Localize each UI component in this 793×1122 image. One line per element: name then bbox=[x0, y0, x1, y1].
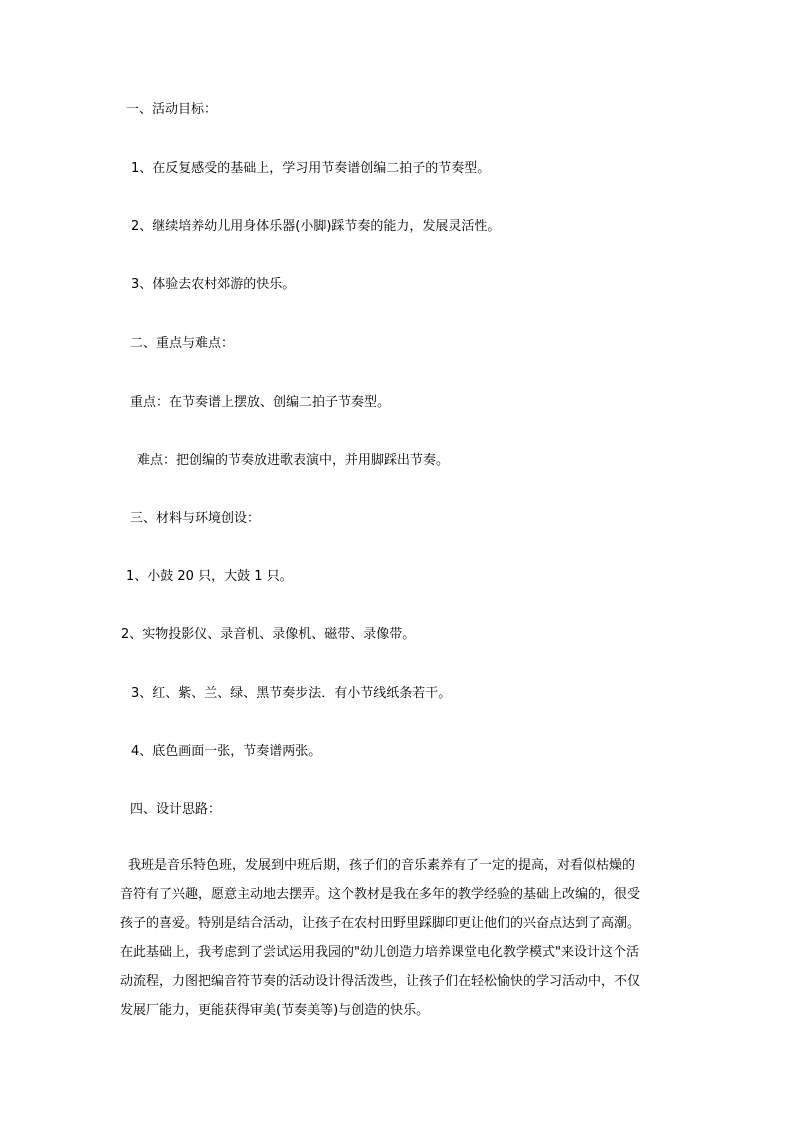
goal-item-3: 3、体验去农村郊游的快乐。 bbox=[131, 277, 296, 292]
paragraph-line: 发展厂能力，更能获得审美(节奏美等)与创造的快乐。 bbox=[120, 1003, 430, 1018]
design-paragraph bbox=[120, 851, 670, 1025]
paragraph-line: 在此基础上，我考虑到了尝试运用我园的"幼儿创造力培养课堂电化教学模式"来设计这个活 bbox=[120, 945, 639, 960]
paragraph-line: 动流程，力图把编音符节奏的活动设计得活泼些，让孩子们在轻松愉快的学习活动中，不仅 bbox=[120, 974, 641, 989]
paragraph-line: 音符有了兴趣，愿意主动地去摆弄。这个教材是我在多年的教学经验的基础上改编的，很受 bbox=[120, 887, 641, 902]
material-item-4: 4、底色画面一张，节奏谱两张。 bbox=[131, 744, 322, 759]
key-point-text: 重点：在节奏谱上摆放、创编二拍子节奏型。 bbox=[130, 395, 391, 410]
paragraph-line: 我班是音乐特色班，发展到中班后期，孩子们的音乐素养有了一定的提高，对看似枯燥的 bbox=[128, 858, 636, 873]
material-item-2: 2、实物投影仪、录音机、录像机、磁带、录像带。 bbox=[121, 627, 416, 642]
material-item-3: 3、红、紫、兰、绿、黑节奏步法．有小节线纸条若干。 bbox=[131, 686, 452, 701]
material-item-1: 1、小鼓 20 只，大鼓 1 只。 bbox=[126, 569, 293, 584]
section-heading-design: 四、设计思路： bbox=[130, 802, 222, 817]
difficulty-text: 难点：把创编的节奏放进歌表演中，并用脚踩出节奏。 bbox=[137, 453, 450, 468]
section-heading-focus: 二、重点与难点： bbox=[130, 336, 235, 351]
paragraph-line: 孩子的喜爱。特别是结合活动，让孩子在农村田野里踩脚印更让他们的兴奋点达到了高潮。 bbox=[120, 916, 641, 931]
section-heading-goals: 一、活动目标： bbox=[126, 102, 218, 117]
goal-item-2: 2、继续培养幼儿用身体乐器(小脚)踩节奏的能力，发展灵活性。 bbox=[131, 219, 501, 234]
goal-item-1: 1、在反复感受的基础上，学习用节奏谱创编二拍子的节奏型。 bbox=[131, 161, 491, 176]
section-heading-materials: 三、材料与环境创设： bbox=[130, 511, 261, 526]
